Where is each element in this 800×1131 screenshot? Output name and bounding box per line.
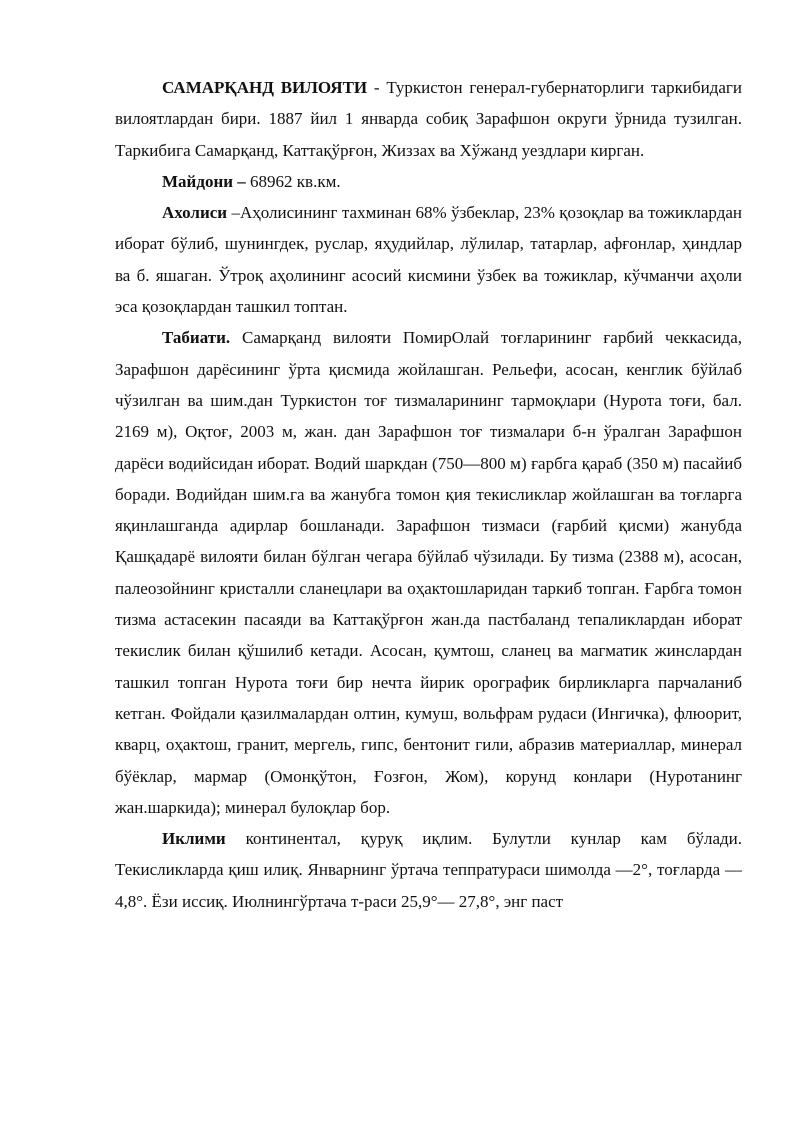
paragraph-text: - Туркистон генерал-губернаторлиги таркибидаги вилоятлардан бири. 1887 йил 1 январда собиқ Зарафшон округи ўрнида тузилган. Таркибига Самарқанд, Каттақўрғон, Жиззах ва Хўжанд уездлари кирган. [115, 78, 742, 160]
paragraph-heading: Иклими [162, 829, 226, 849]
paragraph-text: Самарқанд вилояти ПомирОлай тоғларининг ғарбий чеккасида, Зарафшон дарёсининг ўрта қисмида жойлашган. Рельефи, асосан, кенглик бўйлаб чўзилган ва шим.дан Туркистон тоғ тизмаларининг тармоқлари (Нурота тоғи, бал. 2169 м), Оқтоғ, 2003 м, жан. дан Зарафшон тоғ тизмалари б-н ўралган Зарафшон дарёси водийсидан иборат. Водий шаркдан (750—800 м) ғарбга қараб (350 м) пасайиб боради. Водийдан шим.га ва жанубга томон қия текисликлар жойлашган ва тоғларга яқинлашганда адирлар бошланади. Зарафшон тизмаси (ғарбий қисми) жанубда Қашқадарё вилояти билан бўлган чегара бўйлаб чўзилади. Бу тизма (2388 м), асосан, палеозойнинг кристалли сланецлари ва оҳактошларидан таркиб топган. Ғарбга томон тизма астасекин пасаяди ва Каттақўрғон жан.да пастбаланд тепаликлардан иборат текислик билан қўшилиб кетади. Асосан, қумтош, сланец ва магматик жинслардан ташкил топган Нурота тоғи бир нечта йирик орографик бирликларга парчаланиб кетган. Фойдали қазилмалардан олтин, кумуш, вольфрам рудаси (Ингичка), флюорит, кварц, оҳактош, гранит, мергель, гипс, бентонит гили, абразив материаллар, минерал бўёклар, мармар (Омонқўтон, Ғозғон, Жом), корунд конлари (Нуротанинг жан.шаркида); минерал булоқлар бор. [115, 328, 742, 817]
paragraph-text: 68962 кв.км. [245, 171, 341, 191]
paragraph-area [115, 166, 742, 197]
paragraph-climate [115, 823, 742, 917]
paragraph-population [115, 197, 742, 322]
paragraph-heading: Ахолиси [162, 203, 228, 223]
paragraph-heading: Табиати. [162, 328, 231, 348]
paragraph-region-intro [115, 72, 742, 166]
paragraph-heading: САМАРҚАНД ВИЛОЯТИ [162, 78, 368, 97]
paragraph-text: –Аҳолисининг тахминан 68% ўзбеклар, 23% қозоқлар ва тожиклардан иборат бўлиб, шунингдек, руслар, яҳудийлар, лўлилар, татарлар, афғонлар, ҳиндлар ва б. яшаган. Ўтроқ аҳолининг асосий кисмини ўзбек ва тожиклар, кўчманчи аҳоли эса қозоқлардан ташкил топтан. [115, 203, 742, 317]
paragraph-text: континентал, қуруқ иқлим. Булутли кунлар кам бўлади. Текисликларда қиш илиқ. Январнинг ўртача теппратураси шимолда —2°, тоғларда —4,8°. Ёзи иссиқ. Июлнингўртача т-раси 25,9°— 27,8°, энг паст [115, 829, 742, 911]
document-page [115, 72, 742, 917]
paragraph-nature [115, 322, 742, 823]
paragraph-heading: Майдони – [162, 171, 246, 191]
